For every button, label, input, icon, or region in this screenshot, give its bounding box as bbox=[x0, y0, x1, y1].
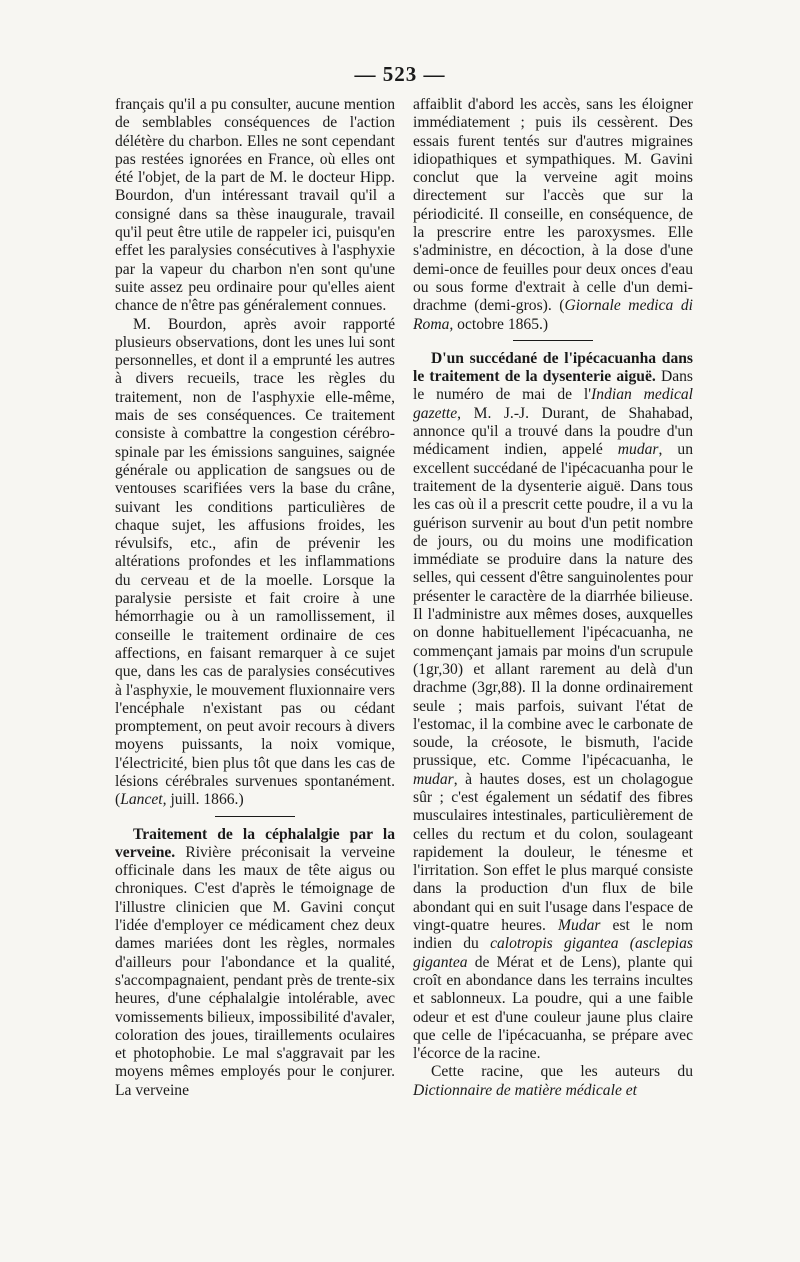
section-divider bbox=[215, 816, 295, 817]
book-title: Dictionnaire de matière médicale et bbox=[413, 1081, 638, 1099]
paragraph-text: Cette racine, que les auteurs du bbox=[431, 1063, 693, 1081]
paragraph-text: est le nom indien du bbox=[413, 917, 693, 953]
paragraph-verveine-cont bbox=[413, 96, 693, 334]
left-column bbox=[115, 96, 395, 1100]
paragraph-text: de Mérat et de Lens), plante qui croît en abondance dans les terrains incultes et sablonneux. La poudre, qui a une faible odeur et est d'une couleur jaune plus claire que celle de l'ipécacuanha, se prépare avec l'écorce de la racine. bbox=[413, 953, 693, 1063]
paragraph-text: Dans le numéro de mai de l' bbox=[413, 368, 693, 404]
paragraph-charcoal-asphyxia: français qu'il a pu consulter, aucune mention de semblables conséquences de l'action délétère du charbon. Elles ne sont cependant pas restées ignorées en France, où elles ont été l'objet, de la part de M. le docteur Hipp. Bourdon, d'un intéressant travail qu'il a consigné dans sa thèse inaugurale, travail qu'il peut être utile de rappeler ici, puisqu'en effet les paralysies consécutives à l'asphyxie par la vapeur du charbon n'en sont qu'une suite assez peu ordinaire pour qu'elles aient chance de n'être pas généralement connues. bbox=[115, 96, 395, 315]
paragraph-racine bbox=[413, 1063, 693, 1100]
citation-journal: Indian medical gazette bbox=[413, 386, 693, 422]
page-number: — 523 — bbox=[354, 62, 446, 86]
term-mudar: Mudar bbox=[557, 917, 601, 935]
paragraph-mudar bbox=[413, 350, 693, 1064]
term-mudar: mudar bbox=[413, 770, 454, 788]
paragraph-text: M. Bourdon, après avoir rapporté plusieurs observations, dont les unes lui sont personnelles, et dont il a emprunté les autres à divers recueils, trace les règles du traitement, non de l'asphyxie elle-même, mais de ses conséquences. Ce traitement consiste à combattre la congestion cérébro-spinale par les émissions sanguines, saignée générale ou application de sangsues ou de ventouses scarifiées vers la base du crâne, suivant les conditions particulières de chaque sujet, les affusions froides, les révulsifs, etc., afin de prévenir les altérations profondes et les inflammations du cerveau et de la moelle. Lorsque la paralysie persiste et fait croire à une hémorrhagie ou à un ramollissement, il conseille le traitement ordinaire de ces affections, en faisant remarquer à ce sujet que, dans les cas de paralysies consécutives à l'asphyxie, le mouvement fluxionnaire vers l'encéphale n'existant pas ou cédant promptement, on peut avoir recours à divers moyens puissants, la noix vomique, l'électricité, bien plus tôt que dans les cas de lésions cérébrales survenues spontanément. ( bbox=[115, 315, 395, 809]
term-botanical-name: calotropis gigantea (asclepias gigantea bbox=[413, 935, 694, 971]
paragraph-text: , un excellent succédané de l'ipécacuanha pour le traitement de la dysenterie aiguë. Dans tous les cas où il a prescrit cette poudre, il a vu la guérison survenir au bout d'un petit nombre de jours, ou du moins une modification immédiate se produire dans la nature des selles, qui cessent d'être sanguinolentes pour présenter le caractère de la diarrhée bilieuse. Il l'administre aux mêmes doses, auxquelles on donne habituellement l'ipécacuanha, ne commençant jamais par moins d'un scrupule (1gr,30) et allant rarement au delà d'un drachme (3gr,88). Il la donne ordinairement seule ; mais parfois, suivant l'état de l'estomac, il la combine avec le carbonate de soude, la créosote, le bismuth, l'acide prussique, etc. Comme l'ipécacuanha, le bbox=[413, 441, 694, 770]
citation-journal: Giornale medica di Roma, bbox=[413, 297, 694, 333]
section-heading-ipecacuanha: D'un succédané de l'ipécacuanha dans le traitement de la dysenterie aiguë. bbox=[413, 349, 693, 386]
paragraph-text: , à hautes doses, est un cholagogue sûr ; c'est également un sédatif des fibres musculaires intestinales, particulièrement de celles du rectum et du colon, soulageant rapidement la douleur, le ténesme et l'irritation. Son effet le plus marqué consiste dans la production d'un flux de bile abondant qui en suit l'usage dans l'espace de vingt-quatre heures. bbox=[413, 770, 693, 935]
paragraph-text: affaiblit d'abord les accès, sans les éloigner immédiatement ; puis ils cessèrent. Des essais furent tentés sur d'autres migraines idiopathiques et sympathiques. M. Gavini conclut que la verveine agit moins directement sur l'accès que sur la périodicité. Il conseille, en conséquence, de la prescrire entre les paroxysmes. Elle s'administre, en décoction, à la dose d'une demi-once de feuilles pour deux onces d'eau ou sous forme d'extrait à celle d'un demi-drachme (demi-gros). ( bbox=[413, 96, 693, 315]
paragraph-verveine bbox=[115, 826, 395, 1100]
citation-date: juill. 1866.) bbox=[166, 791, 244, 809]
citation-date: octobre 1865.) bbox=[453, 315, 549, 333]
section-heading-cephalalgie: Traitement de la céphalalgie par la verveine. bbox=[115, 825, 395, 861]
section-divider bbox=[513, 340, 593, 341]
citation-journal: Lancet, bbox=[120, 791, 167, 809]
paragraph-bourdon bbox=[115, 316, 395, 810]
term-mudar: mudar bbox=[617, 441, 659, 459]
paragraph-text: , M. J.-J. Durant, de Shahabad, annonce qu'il a trouvé dans la poudre d'un médicament indien, appelé bbox=[413, 404, 693, 459]
right-column bbox=[413, 96, 693, 1100]
paragraph-text: Rivière préconisait la verveine officinale dans les maux de tête aigus ou chroniques. C'est d'après le témoignage de l'illustre clinicien que M. Gavini conçut l'idée d'employer ce médicament chez deux dames mariées dont les règles, normales d'ailleurs pour l'abondance et la qualité, s'accompagnaient, pendant près de trente-six heures, d'une céphalalgie intolérable, avec vomissements bilieux, impossibilité d'avaler, coloration des joues, tiraillements oculaires et photophobie. Le mal s'aggravait par les moyens mêmes employés pour le conjurer. La verveine bbox=[115, 843, 395, 1099]
